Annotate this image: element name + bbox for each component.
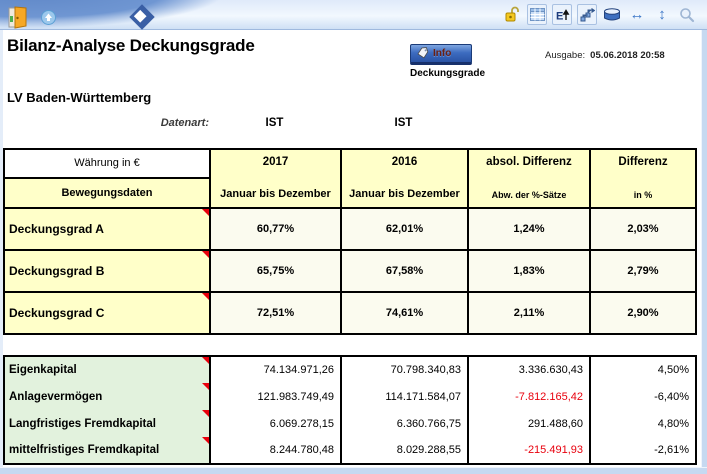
balance-row-label: mittelfristiges Fremdkapital <box>4 437 210 464</box>
output-timestamp-group <box>545 50 665 61</box>
balance-pct-diff: -2,61% <box>590 437 696 464</box>
year-2017-header-cell <box>210 149 341 208</box>
diamond-logo-icon <box>126 2 158 32</box>
table-row <box>4 383 696 410</box>
comment-marker-icon <box>202 383 209 390</box>
balance-value-2017: 6.069.278,15 <box>210 410 341 437</box>
up-circle-icon[interactable] <box>38 7 58 28</box>
period-2016-label: Januar bis Dezember <box>349 188 460 200</box>
abs-diff-header-cell <box>468 149 590 208</box>
datenart-value-2017: IST <box>265 117 284 129</box>
year-2016-header-cell <box>341 149 468 208</box>
ratio-pct-diff: 2,79% <box>590 250 696 292</box>
comment-marker-icon <box>202 357 209 364</box>
window-toolbar <box>0 0 707 30</box>
pct-diff-title: Differenz <box>618 156 668 168</box>
info-button-label: Info <box>433 48 452 59</box>
ratio-abs-diff: 1,24% <box>468 208 590 250</box>
info-button[interactable] <box>410 44 472 65</box>
hierarchy-icon[interactable] <box>577 4 597 25</box>
table-row <box>4 437 696 464</box>
comment-marker-icon <box>202 209 209 216</box>
ratio-value-2016: 62,01% <box>341 208 468 250</box>
window-frame-bottom <box>0 467 707 474</box>
comment-marker-icon <box>202 410 209 417</box>
balance-value-2017: 74.134.971,26 <box>210 356 341 383</box>
abs-diff-title: absol. Differenz <box>486 156 572 168</box>
table-row <box>4 292 696 334</box>
balance-pct-diff: 4,50% <box>590 356 696 383</box>
output-timestamp: 05.06.2018 20:58 <box>590 50 665 61</box>
ratio-abs-diff: 1,83% <box>468 250 590 292</box>
table-row <box>4 410 696 437</box>
ratio-value-2017: 72,51% <box>210 292 341 334</box>
balance-row-label: Anlagevermögen <box>4 383 210 410</box>
ratio-pct-diff: 2,03% <box>590 208 696 250</box>
currency-header-cell: Währung in € <box>4 149 210 178</box>
balance-abs-diff: -7.812.165,42 <box>468 383 590 410</box>
unlock-icon[interactable] <box>502 4 522 25</box>
balance-table <box>3 355 697 465</box>
ratio-value-2017: 65,75% <box>210 250 341 292</box>
ratio-value-2016: 67,58% <box>341 250 468 292</box>
ratio-row-label: Deckungsgrad A <box>4 208 210 250</box>
row-dimension-header-cell: Bewegungsdaten <box>4 178 210 208</box>
ratio-value-2016: 74,61% <box>341 292 468 334</box>
balance-pct-diff: 4,80% <box>590 410 696 437</box>
table-grid-icon[interactable] <box>527 4 547 25</box>
balance-value-2016: 70.798.340,83 <box>341 356 468 383</box>
balance-row-label: Langfristiges Fremdkapital <box>4 410 210 437</box>
pct-diff-subtitle: in % <box>633 190 653 200</box>
balance-abs-diff: 3.336.630,43 <box>468 356 590 383</box>
datenart-value-2016: IST <box>394 117 413 129</box>
balance-value-2016: 114.171.584,07 <box>341 383 468 410</box>
storage-icon[interactable] <box>602 4 622 25</box>
svg-text:E: E <box>555 10 563 22</box>
pct-diff-header-cell <box>590 149 696 208</box>
balance-row-label: Eigenkapital <box>4 356 210 383</box>
balance-value-2016: 8.029.288,55 <box>341 437 468 464</box>
output-label: Ausgabe: <box>545 50 586 61</box>
ratio-row-label: Deckungsgrad B <box>4 250 210 292</box>
horizontal-arrows-icon[interactable]: ↔ <box>629 6 645 23</box>
balance-value-2017: 8.244.780,48 <box>210 437 341 464</box>
company-name: LV Baden-Württemberg <box>7 90 152 105</box>
table-row <box>4 356 696 383</box>
tag-icon <box>416 47 429 60</box>
ratio-value-2017: 60,77% <box>210 208 341 250</box>
ratio-abs-diff: 2,11% <box>468 292 590 334</box>
toolbar-right-group <box>502 4 697 25</box>
ratio-pct-diff: 2,90% <box>590 292 696 334</box>
balance-value-2016: 6.360.766,75 <box>341 410 468 437</box>
year-2016-label: 2016 <box>391 156 418 168</box>
sort-e-icon[interactable] <box>552 4 572 25</box>
balance-abs-diff: -215.491,93 <box>468 437 590 464</box>
vertical-arrows-icon[interactable]: ↕ <box>658 6 666 23</box>
comment-marker-icon <box>202 293 209 300</box>
info-button-caption: Deckungsgrade <box>410 68 486 79</box>
table-row <box>4 208 696 250</box>
datenart-label: Datenart: <box>160 117 209 129</box>
window-frame-right <box>701 30 707 474</box>
balance-value-2017: 121.983.749,49 <box>210 383 341 410</box>
balance-abs-diff: 291.488,60 <box>468 410 590 437</box>
exit-door-icon[interactable] <box>6 4 30 30</box>
balance-pct-diff: -6,40% <box>590 383 696 410</box>
toolbar-left-group <box>6 2 158 32</box>
period-2017-label: Januar bis Dezember <box>220 188 331 200</box>
table-row <box>4 250 696 292</box>
zoom-icon[interactable] <box>677 4 697 25</box>
ratio-table <box>3 148 697 335</box>
comment-marker-icon <box>202 251 209 258</box>
info-button-group <box>410 44 500 79</box>
page-title: Bilanz-Analyse Deckungsgrade <box>7 36 255 55</box>
datenart-row <box>3 117 695 129</box>
year-2017-label: 2017 <box>262 156 289 168</box>
abs-diff-subtitle: Abw. der %-Sätze <box>491 190 567 200</box>
comment-marker-icon <box>202 437 209 444</box>
ratio-row-label: Deckungsgrad C <box>4 292 210 334</box>
